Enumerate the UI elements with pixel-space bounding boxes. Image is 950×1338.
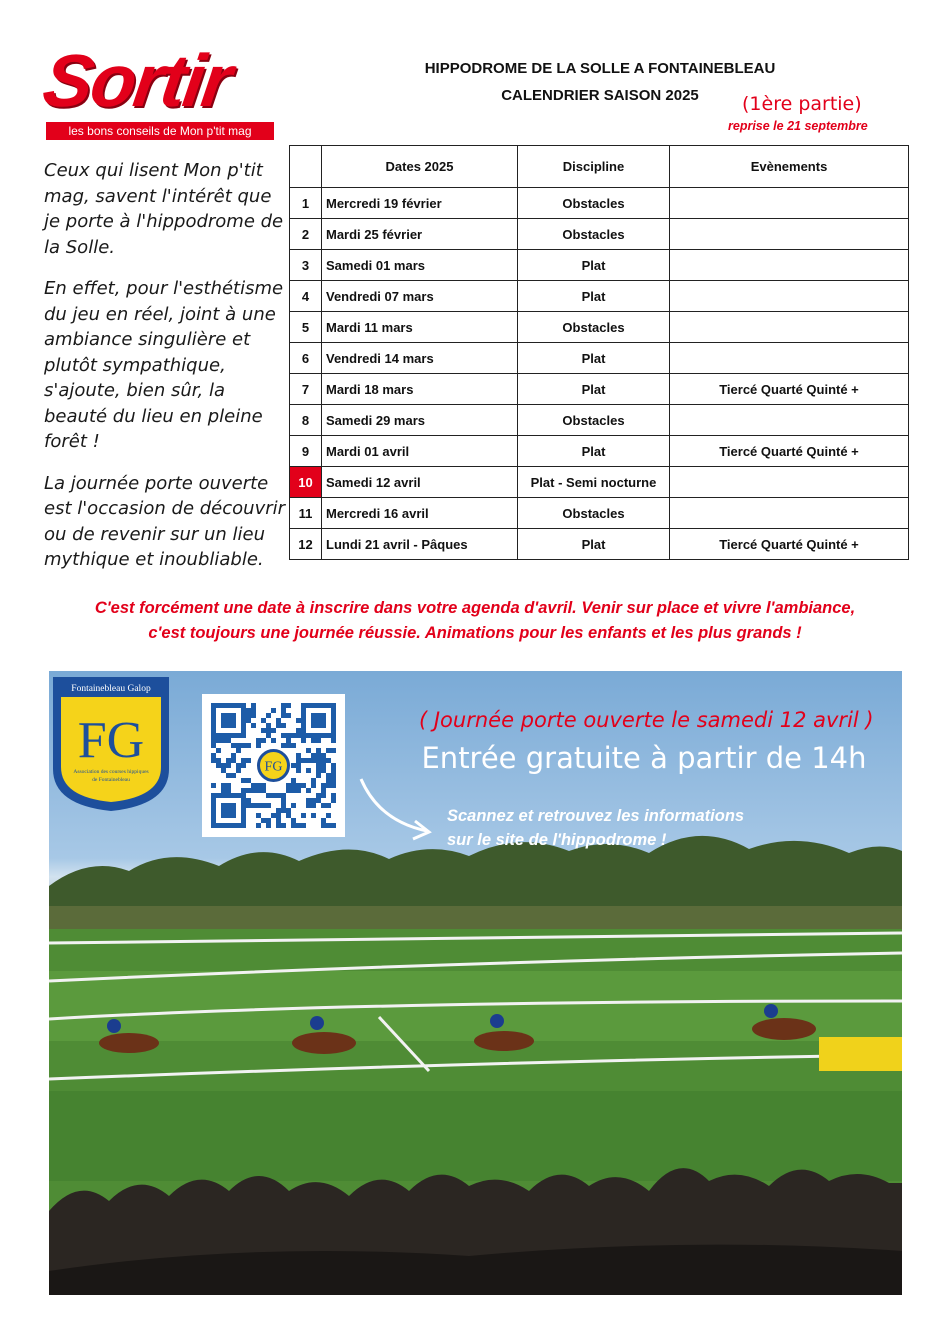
table-row (290, 436, 909, 467)
cell-event (670, 281, 909, 312)
cell-event: Tiercé Quarté Quinté + (670, 374, 909, 405)
cell-num: 1 (290, 188, 322, 219)
scan-instructions (447, 804, 807, 852)
ad-board (819, 1037, 902, 1071)
cell-date: Mardi 01 avril (322, 436, 518, 467)
table-row (290, 250, 909, 281)
cell-num: 6 (290, 343, 322, 374)
table-row (290, 498, 909, 529)
cell-discipline: Plat (518, 529, 670, 560)
reprise-note: reprise le 21 septembre (728, 119, 868, 133)
table-row (290, 219, 909, 250)
qr-code[interactable] (202, 694, 345, 837)
table-row (290, 529, 909, 560)
cell-event (670, 250, 909, 281)
callout-line: c'est toujours une journée réussie. Animations pour les enfants et les plus grands ! (148, 624, 802, 642)
logo-tagline: les bons conseils de Mon p'tit mag (46, 122, 274, 140)
cell-event (670, 312, 909, 343)
cell-discipline: Obstacles (518, 219, 670, 250)
table-row (290, 312, 909, 343)
free-entry-text: Entrée gratuite à partir de 14h (421, 741, 867, 775)
logo-word: Sortir (38, 39, 236, 122)
intro-text (44, 158, 288, 589)
cell-num: 3 (290, 250, 322, 281)
cell-date: Mardi 25 février (322, 219, 518, 250)
qr-label: FG (264, 759, 283, 775)
cell-discipline: Obstacles (518, 405, 670, 436)
cell-event (670, 343, 909, 374)
table-row (290, 281, 909, 312)
scan-line: sur le site de l'hippodrome ! (447, 831, 667, 849)
cell-discipline: Plat (518, 281, 670, 312)
table-row (290, 467, 909, 498)
cell-date: Samedi 12 avril (322, 467, 518, 498)
qr-code-icon (202, 694, 345, 837)
col-header-dates: Dates 2025 (322, 146, 518, 188)
calendar-table (289, 145, 909, 560)
scan-line: Scannez et retrouvez les informations (447, 807, 745, 825)
fg-badge-icon (49, 671, 173, 813)
callout-line: C'est forcément une date à inscrire dans votre agenda d'avril. Venir sur place et vivre l'ambiance, (94, 599, 856, 617)
svg-text:Association des courses hippiq: Association des courses hippiques (73, 769, 149, 775)
cell-event (670, 467, 909, 498)
cell-event (670, 219, 909, 250)
badge-letters: FG (77, 712, 145, 769)
cell-date: Samedi 01 mars (322, 250, 518, 281)
cell-event (670, 498, 909, 529)
cell-num: 7 (290, 374, 322, 405)
grass-band (49, 1091, 902, 1181)
svg-text:de Fontainebleau: de Fontainebleau (92, 777, 130, 783)
cell-discipline: Obstacles (518, 188, 670, 219)
racecourse-photo (49, 671, 902, 1295)
sortir-logo (38, 36, 280, 144)
cell-event: Tiercé Quarté Quinté + (670, 529, 909, 560)
cell-date: Mercredi 16 avril (322, 498, 518, 529)
col-header-events: Evènements (670, 146, 909, 188)
part-label: (1ère partie) (742, 93, 862, 115)
page-subtitle: CALENDRIER SAISON 2025 (501, 87, 699, 104)
col-header-discipline: Discipline (518, 146, 670, 188)
cell-num: 2 (290, 219, 322, 250)
cell-discipline: Plat (518, 374, 670, 405)
cell-date: Mercredi 19 février (322, 188, 518, 219)
cell-date: Vendredi 14 mars (322, 343, 518, 374)
open-day-text: ( Journée porte ouverte le samedi 12 avril ) (419, 708, 874, 732)
cell-date: Mardi 11 mars (322, 312, 518, 343)
intro-paragraph: Ceux qui lisent Mon p'tit mag, savent l'intérêt que je porte à l'hippodrome de la Solle. (44, 160, 284, 258)
cell-discipline: Obstacles (518, 312, 670, 343)
cell-num: 4 (290, 281, 322, 312)
cell-discipline: Plat (518, 343, 670, 374)
table-row (290, 374, 909, 405)
cell-num: 12 (290, 529, 322, 560)
badge-top: Fontainebleau Galop (71, 684, 151, 694)
table-header-row (290, 146, 909, 188)
intro-paragraph: En effet, pour l'esthétisme du jeu en réel, joint à une ambiance singulière et plutôt sympathique, s'ajoute, bien sûr, la beauté du lieu en pleine forêt ! (44, 278, 284, 452)
cell-event: Tiercé Quarté Quinté + (670, 436, 909, 467)
cell-date: Vendredi 07 mars (322, 281, 518, 312)
cell-num: 8 (290, 405, 322, 436)
cell-num: 11 (290, 498, 322, 529)
cell-event (670, 405, 909, 436)
heath (49, 906, 902, 933)
table-row (290, 343, 909, 374)
cell-date: Lundi 21 avril - Pâques (322, 529, 518, 560)
table-row (290, 405, 909, 436)
cell-num: 5 (290, 312, 322, 343)
col-header-num (290, 146, 322, 188)
page-title: HIPPODROME DE LA SOLLE A FONTAINEBLEAU (424, 60, 776, 77)
cell-event (670, 188, 909, 219)
cell-num: 10 (290, 467, 322, 498)
intro-paragraph: La journée porte ouverte est l'occasion de découvrir ou de revenir sur un lieu mythique et inoubliable. (44, 472, 286, 570)
callout-text (40, 596, 910, 646)
cell-discipline: Obstacles (518, 498, 670, 529)
cell-discipline: Plat (518, 436, 670, 467)
cell-discipline: Plat - Semi nocturne (518, 467, 670, 498)
table-row (290, 188, 909, 219)
cell-num: 9 (290, 436, 322, 467)
cell-date: Samedi 29 mars (322, 405, 518, 436)
cell-date: Mardi 18 mars (322, 374, 518, 405)
cell-discipline: Plat (518, 250, 670, 281)
